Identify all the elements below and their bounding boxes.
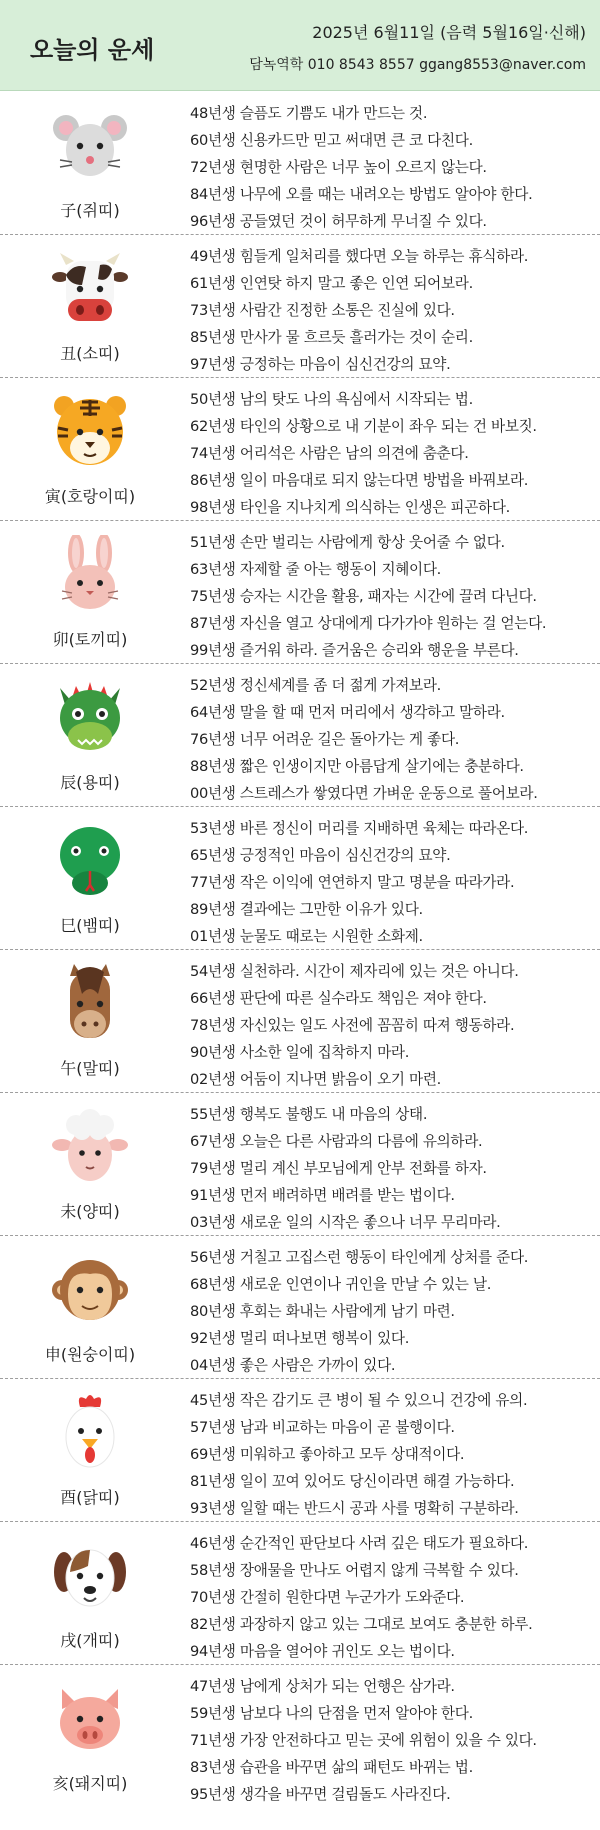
- date-line: 2025년 6월11일 (음력 5월16일·신해): [312, 23, 586, 42]
- fortune-line: 92년생 멀리 떠나보면 행복이 있다.: [190, 1330, 410, 1347]
- zodiac-name: 酉(닭띠): [60, 1488, 120, 1507]
- fortune-line: 60년생 신용카드만 믿고 써대면 큰 코 다친다.: [190, 132, 473, 149]
- zodiac-row: [0, 521, 600, 664]
- fortune-line: 85년생 만사가 물 흐르듯 흘러가는 것이 순리.: [190, 329, 473, 346]
- zodiac-name: 申(원숭이띠): [44, 1345, 136, 1364]
- fortune-line: 93년생 일할 때는 반드시 공과 사를 명확히 구분하라.: [190, 1500, 519, 1517]
- fortune-line: 03년생 새로운 일의 시작은 좋으나 너무 무리마라.: [190, 1214, 501, 1231]
- animal-cell: [0, 378, 180, 521]
- fortune-line: 94년생 마음을 열어야 귀인도 오는 법이다.: [190, 1643, 455, 1660]
- zodiac-row: [0, 1093, 600, 1236]
- fortune-line: 04년생 좋은 사람은 가까이 있다.: [190, 1357, 396, 1374]
- fortune-line: 89년생 결과에는 그만한 이유가 있다.: [190, 901, 423, 918]
- fortune-line: 95년생 생각을 바꾸면 걸림돌도 사라진다.: [190, 1786, 451, 1803]
- fortune-line: 66년생 판단에 따른 실수라도 책임은 져야 한다.: [190, 990, 487, 1007]
- fortune-line: 98년생 타인을 지나치게 의식하는 인생은 피곤하다.: [190, 499, 510, 516]
- fortune-line: 63년생 자제할 줄 아는 행동이 지혜이다.: [190, 561, 441, 578]
- fortune-line: 47년생 남에게 상처가 되는 언행은 삼가라.: [190, 1678, 455, 1695]
- zodiac-name: 未(양띠): [60, 1202, 120, 1221]
- fortune-line: 52년생 정신세계를 좀 더 젊게 가져보라.: [190, 677, 441, 694]
- fortune-line: 76년생 너무 어려운 길은 돌아가는 게 좋다.: [190, 731, 460, 748]
- fortune-line: 57년생 남과 비교하는 마음이 곧 불행이다.: [190, 1419, 455, 1436]
- fortune-line: 77년생 작은 이익에 연연하지 말고 명분을 따라가라.: [190, 874, 515, 891]
- fortune-line: 83년생 습관을 바꾸면 삶의 패턴도 바뀌는 법.: [190, 1759, 473, 1776]
- fortune-line: 80년생 후회는 화내는 사람에게 남기 마련.: [190, 1303, 455, 1320]
- fortune-line: 78년생 자신있는 일도 사전에 꼼꼼히 따져 행동하라.: [190, 1017, 515, 1034]
- fortune-line: 91년생 먼저 배려하면 배려를 받는 법이다.: [190, 1187, 455, 1204]
- fortune-lines: [190, 815, 590, 950]
- fortune-lines: [190, 1673, 590, 1808]
- fortune-line: 59년생 남보다 나의 단점을 먼저 알아야 한다.: [190, 1705, 473, 1722]
- animal-cell: [0, 1665, 180, 1808]
- fortune-line: 88년생 짧은 인생이지만 아름답게 살기에는 충분하다.: [190, 758, 524, 775]
- contact-line: 담녹역학 010 8543 8557 ggang8553@naver.com: [249, 57, 586, 73]
- fortune-line: 87년생 자신을 열고 상대에게 다가가야 원하는 걸 얻는다.: [190, 615, 547, 632]
- fortune-line: 45년생 작은 감기도 큰 병이 될 수 있으니 건강에 유의.: [190, 1392, 528, 1409]
- fortune-line: 79년생 멀리 계신 부모님에게 안부 전화를 하자.: [190, 1160, 487, 1177]
- fortune-line: 69년생 미워하고 좋아하고 모두 상대적이다.: [190, 1446, 465, 1463]
- zodiac-row: [0, 1665, 600, 1808]
- zodiac-name: 辰(용띠): [60, 773, 120, 792]
- fortune-line: 74년생 어리석은 사람은 남의 의견에 춤춘다.: [190, 445, 469, 462]
- fortune-line: 96년생 공들였던 것이 허무하게 무너질 수 있다.: [190, 213, 487, 230]
- zodiac-row: [0, 1522, 600, 1665]
- fortune-line: 81년생 일이 꼬여 있어도 당신이라면 해결 가능하다.: [190, 1473, 515, 1490]
- fortune-line: 62년생 타인의 상황으로 내 기분이 좌우 되는 건 바보짓.: [190, 418, 537, 435]
- fortune-line: 90년생 사소한 일에 집착하지 마라.: [190, 1044, 410, 1061]
- animal-cell: [0, 92, 180, 235]
- fortune-lines: [190, 243, 590, 378]
- zodiac-row: [0, 664, 600, 807]
- fortune-line: 02년생 어둠이 지나면 밝음이 오기 마련.: [190, 1071, 441, 1088]
- zodiac-name: 戌(개띠): [60, 1631, 120, 1650]
- zodiac-row: [0, 1236, 600, 1379]
- zodiac-name: 寅(호랑이띠): [44, 487, 136, 506]
- animal-cell: [0, 235, 180, 378]
- fortune-line: 50년생 남의 탓도 나의 욕심에서 시작되는 법.: [190, 391, 473, 408]
- fortune-line: 01년생 눈물도 때로는 시원한 소화제.: [190, 928, 423, 945]
- fortune-line: 75년생 승자는 시간을 활용, 패자는 시간에 끌려 다닌다.: [190, 588, 537, 605]
- fortune-line: 53년생 바른 정신이 머리를 지배하면 육체는 따라온다.: [190, 820, 529, 837]
- fortune-lines: [190, 1530, 590, 1665]
- animal-cell: [0, 1093, 180, 1236]
- fortune-line: 68년생 새로운 인연이나 귀인을 만날 수 있는 날.: [190, 1276, 492, 1293]
- zodiac-row: [0, 807, 600, 950]
- zodiac-row: [0, 92, 600, 235]
- animal-cell: [0, 1236, 180, 1379]
- fortune-line: 46년생 순간적인 판단보다 사려 깊은 태도가 필요하다.: [190, 1535, 529, 1552]
- fortune-line: 65년생 긍정적인 마음이 심신건강의 묘약.: [190, 847, 451, 864]
- fortune-lines: [190, 1387, 590, 1522]
- zodiac-name: 子(쥐띠): [60, 201, 120, 220]
- header: [0, 0, 600, 91]
- fortune-line: 99년생 즐거워 하라. 즐거움은 승리와 행운을 부른다.: [190, 642, 519, 659]
- fortune-line: 55년생 행복도 불행도 내 마음의 상태.: [190, 1106, 428, 1123]
- animal-cell: [0, 664, 180, 807]
- zodiac-row: [0, 950, 600, 1093]
- fortune-line: 51년생 손만 벌리는 사람에게 항상 웃어줄 수 없다.: [190, 534, 505, 551]
- fortune-line: 61년생 인연탓 하지 말고 좋은 인연 되어보라.: [190, 275, 473, 292]
- fortune-line: 54년생 실천하라. 시간이 제자리에 있는 것은 아니다.: [190, 963, 519, 980]
- zodiac-name: 亥(돼지띠): [52, 1774, 128, 1793]
- zodiac-name: 巳(뱀띠): [60, 916, 120, 935]
- zodiac-row: [0, 378, 600, 521]
- zodiac-list: [0, 92, 600, 1808]
- zodiac-row: [0, 1379, 600, 1522]
- zodiac-row: [0, 235, 600, 378]
- zodiac-name: 午(말띠): [60, 1059, 120, 1078]
- animal-cell: [0, 807, 180, 950]
- fortune-lines: [190, 672, 590, 807]
- fortune-line: 64년생 말을 할 때 먼저 머리에서 생각하고 말하라.: [190, 704, 505, 721]
- fortune-line: 82년생 과장하지 않고 있는 그대로 보여도 충분한 하루.: [190, 1616, 533, 1633]
- zodiac-name: 丑(소띠): [60, 344, 120, 363]
- fortune-lines: [190, 529, 590, 664]
- fortune-lines: [190, 958, 590, 1093]
- fortune-line: 72년생 현명한 사람은 너무 높이 오르지 않는다.: [190, 159, 487, 176]
- animal-cell: [0, 521, 180, 664]
- fortune-line: 97년생 긍정하는 마음이 심신건강의 묘약.: [190, 356, 451, 373]
- fortune-lines: [190, 1101, 590, 1236]
- fortune-line: 00년생 스트레스가 쌓였다면 가벼운 운동으로 풀어보라.: [190, 785, 538, 802]
- fortune-line: 84년생 나무에 오를 때는 내려오는 방법도 알아야 한다.: [190, 186, 533, 203]
- fortune-line: 48년생 슬픔도 기쁨도 내가 만드는 것.: [190, 105, 428, 122]
- fortune-line: 86년생 일이 마음대로 되지 않는다면 방법을 바꿔보라.: [190, 472, 529, 489]
- fortune-line: 71년생 가장 안전하다고 믿는 곳에 위험이 있을 수 있다.: [190, 1732, 537, 1749]
- fortune-line: 56년생 거칠고 고집스런 행동이 타인에게 상처를 준다.: [190, 1249, 529, 1266]
- zodiac-name: 卯(토끼띠): [52, 630, 128, 649]
- animal-cell: [0, 1522, 180, 1665]
- fortune-line: 67년생 오늘은 다른 사람과의 다름에 유의하라.: [190, 1133, 483, 1150]
- fortune-line: 73년생 사람간 진정한 소통은 진실에 있다.: [190, 302, 455, 319]
- page-title: 오늘의 운세: [30, 36, 155, 64]
- animal-cell: [0, 950, 180, 1093]
- fortune-lines: [190, 100, 590, 235]
- fortune-line: 58년생 장애물을 만나도 어렵지 않게 극복할 수 있다.: [190, 1562, 519, 1579]
- fortune-line: 70년생 간절히 원한다면 누군가가 도와준다.: [190, 1589, 465, 1606]
- fortune-line: 49년생 힘들게 일처리를 했다면 오늘 하루는 휴식하라.: [190, 248, 529, 265]
- animal-cell: [0, 1379, 180, 1522]
- fortune-lines: [190, 386, 590, 521]
- fortune-lines: [190, 1244, 590, 1379]
